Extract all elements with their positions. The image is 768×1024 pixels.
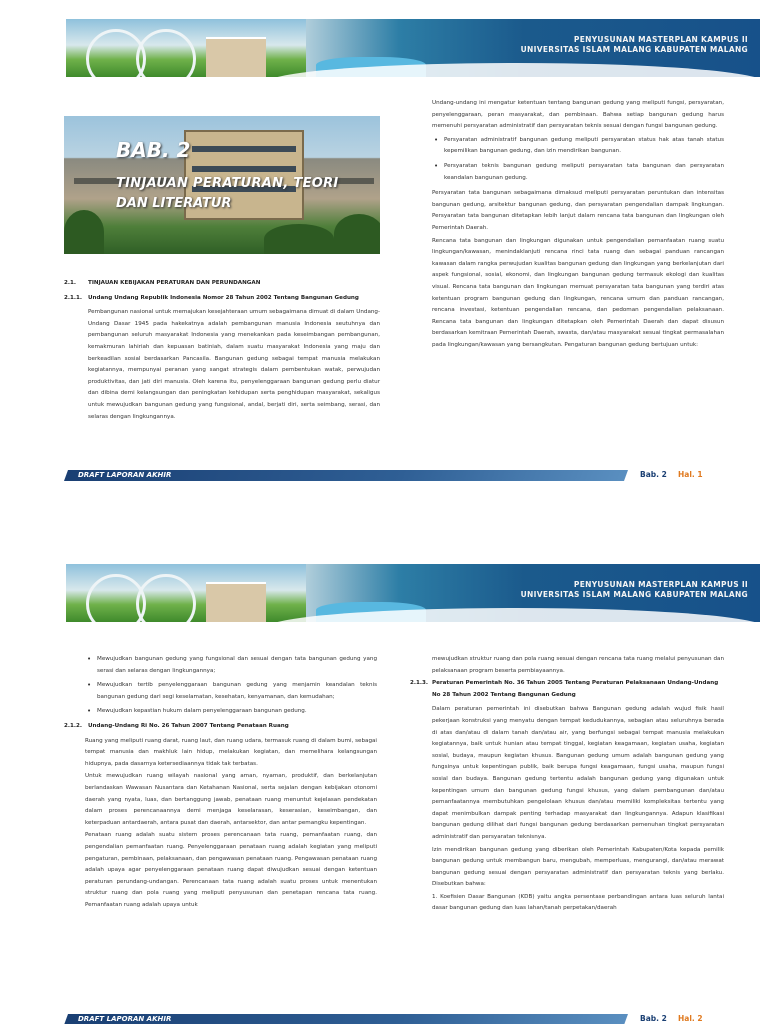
paragraph: Rencana tata bangunan dan lingkungan digunakan untuk pengendalian pemanfaatan ruang suatu lingkungan/kawasan, menindaklanjuti rencana rinci tata ruang dan sebagai panduan rancangan kawasan dalam rangka perwujudan kualitas bangunan gedung dan lingkungan yang berkelanjutan dari aspek fungsional, sosial, ekonomi, dan lingkungan bangunan gedung termasuk ekologi dan kualitas visual. Rencana tata bangunan dan lingkungan memuat persyaratan tata bangunan yang terdiri atas ketentuan program bangunan gedung dan lingkungan, rencana umum dan panduan rancangan, rencana investasi, ketentuan pengendalian rencana, dan pedoman pengendalian pelaksanaan. Rencana tata bangunan dan lingkungan ditetapkan oleh Pemerintah Daerah dan dapat disusun berdasarkan kemitraan Pemerintah Daerah, swasta, dan/atau masyarakat sesuai tingkat permasalahan pada lingkungan/kawasan yang bersangkutan. Pengaturan bangunan gedung bertujuan untuk:	[432, 237, 724, 348]
paragraph: Dalam peraturan pemerintah ini disebutkan bahwa Bangunan gedung adalah wujud fisik hasil pekerjaan konstruksi yang menyatu dengan tempat kedudukannya, sebagian atau seluruhnya berada di atas dan/atau di dalam tanah dan/atau air, yang berfungsi sebagai tempat manusia melakukan kegiatannya, baik untuk hunian atau tempat tinggal, kegiatan keagamaan, kegiatan usaha, kegiatan sosial, budaya, maupun kegiatan khusus. Bangunan gedung umum adalah bangunan gedung yang fungsinya untuk kepentingan publik, baik berupa fungsi keagamaan, fungsi usaha, maupun fungsi sosial dan budaya. Bangunan gedung tertentu adalah bangunan gedung yang digunakan untuk kepentingan umum dan bangunan gedung fungsi khusus, yang dalam pembangunan dan/atau pemanfaatannya membutuhkan pengelolaan khusus dan/atau memiliki kompleksitas tertentu yang dapat menimbulkan dampak penting terhadap masyarakat dan lingkungannya. Adapun klasifikasi bangunan gedung dilihat dari fungsi bangunan gedung berdasarkan pemenuhan tingkat persyaratan administratif dan persyaratan teknisnya.	[432, 706, 724, 840]
banner-title-line1: PENYUSUNAN MASTERPLAN KAMPUS II	[573, 580, 748, 589]
subsection-title: Undang Undang Republik Indonesia Nomor 28 Tahun 2002 Tentang Bangunan Gedung	[88, 294, 359, 301]
footer-page-number: Hal. 1	[678, 470, 703, 479]
subsection-heading	[64, 293, 380, 305]
chapter-title-line1: TINJAUAN PERATURAN, TEORI	[116, 176, 339, 191]
paragraph: Penataan ruang adalah suatu sistem proses perencanaan tata ruang, pemanfaatan ruang, dan pengendalian pemanfaatan ruang. Penyelenggaraan penataan ruang adalah kegiatan yang meliputi pengaturan, pembinaan, pelaksanaan, dan pengawasan penataan ruang. Pengawasan penataan ruang adalah upaya agar penyelenggaraan penataan ruang dapat diwujudkan sesuai dengan ketentuan peraturan perundang-undangan. Perencanaan tata ruang adalah suatu proses untuk menentukan struktur ruang dan pola ruang yang meliputi penyusunan dan penetapan rencana tata ruang. Pemanfaatan ruang adalah upaya untuk	[85, 832, 377, 908]
subsection-heading	[410, 678, 724, 701]
header-banner	[66, 19, 760, 77]
list-item: • Mewujudkan tertib penyelenggaraan bangunan gedung yang menjamin keandalan teknis bangunan gedung dari segi keselamatan, kesehatan, kenyamanan, dan kemudahan;	[85, 680, 377, 703]
subsection-heading	[64, 721, 377, 733]
page2-left-column	[64, 654, 377, 912]
footer-label: DRAFT LAPORAN AKHIR	[78, 1015, 172, 1023]
page2-right-column	[410, 654, 724, 918]
footer-chapter: Bab. 2	[640, 1014, 667, 1023]
chapter-cover-photo	[64, 116, 380, 254]
section-title: TINJAUAN KEBIJAKAN PERATURAN DAN PERUNDANGAN	[88, 280, 261, 286]
subsection-number: 2.1.1.	[64, 294, 83, 301]
page-footer	[66, 1014, 760, 1024]
paragraph: mewujudkan struktur ruang dan pola ruang sesuai dengan rencana tata ruang melalui penyusunan dan pelaksanaan program beserta pembiayaannya.	[432, 656, 724, 674]
section-number: 2.1.	[64, 280, 77, 286]
subsection-number: 2.1.3.	[410, 680, 429, 687]
tree-graphic	[64, 210, 104, 254]
list-item: • Persyaratan teknis bangunan gedung meliputi persyaratan tata bangunan dan persyaratan keandalan bangunan gedung.	[432, 161, 724, 184]
footer-label: DRAFT LAPORAN AKHIR	[78, 471, 172, 479]
list-item: 1. Koefisien Dasar Bangunan (KDB) yaitu angka persentase perbandingan antara luas seluruh lantai dasar bangunan gedung dan luas lahan/tanah perpetakan/daerah	[432, 893, 724, 912]
page1-right-column	[432, 98, 724, 352]
subsection-number: 2.1.2.	[64, 722, 83, 729]
page1-left-column	[64, 277, 380, 424]
bullet-list	[85, 654, 377, 718]
paragraph: Izin mendirikan bangunan gedung yang diberikan oleh Pemerintah Kabupaten/Kota kepada pemilik bangunan gedung untuk membangun baru, mengubah, memperluas, mengurangi, dan/atau merawat bangunan gedung sesuai dengan persyaratan administratif dan persyaratan teknis yang berlaku. Disebutkan bahwa:	[432, 846, 724, 888]
banner-title-line2: UNIVERSITAS ISLAM MALANG KABUPATEN MALANG	[520, 590, 748, 599]
numbered-list	[410, 892, 724, 915]
subsection-title: Peraturan Pemerintah No. 36 Tahun 2005 Tentang Peraturan Pelaksanaan Undang-Undang No 28 Tahun 2002 Tentang Bangunan Gedung	[432, 680, 719, 698]
building-window-row	[192, 146, 296, 152]
footer-page-number: Hal. 2	[678, 1014, 703, 1023]
list-item: • Persyaratan administratif bangunan gedung meliputi persyaratan status hak atas tanah status kepemilikan bangunan gedung, dan izin mendirikan bangunan.	[432, 135, 724, 158]
tree-graphic	[334, 214, 380, 254]
banner-building-graphic	[206, 37, 266, 77]
chapter-number: BAB. 2	[116, 138, 191, 162]
tree-graphic	[264, 224, 334, 254]
document-page-2	[0, 512, 768, 1024]
header-banner	[66, 564, 760, 622]
subsection-title: Undang-Undang Ri No. 26 Tahun 2007 Tentang Penataan Ruang	[88, 722, 289, 729]
paragraph: Ruang yang meliputi ruang darat, ruang laut, dan ruang udara, termasuk ruang di dalam bumi, sebagai tempat manusia dan makhluk lain hidup, melakukan kegiatan, dan memelihara kelangsungan hidupnya, pada dasarnya ketersediaannya tidak tak terbatas.	[85, 737, 377, 767]
building-window-row	[192, 166, 296, 172]
chapter-title-line2: DAN LITERATUR	[116, 196, 232, 211]
list-item: • Mewujudkan kepastian hukum dalam penyelenggaraan bangunan gedung.	[85, 706, 377, 718]
paragraph: Undang-undang ini mengatur ketentuan tentang bangunan gedung yang meliputi fungsi, persyaratan, penyelenggaraan, peran masyarakat, dan pembinaan. Bahwa setiap bangunan gedung harus memenuhi persyaratan administratif dan persyaratan teknis sesuai dengan fungsi bangunan gedung.	[432, 100, 724, 130]
banner-title-line2: UNIVERSITAS ISLAM MALANG KABUPATEN MALANG	[520, 45, 748, 54]
bullet-list	[432, 135, 724, 184]
section-heading	[64, 278, 380, 290]
paragraph: Persyaratan tata bangunan sebagaimana dimaksud meliputi persyaratan peruntukan dan intensitas bangunan gedung, arsitektur bangunan gedung, dan persyaratan pengendalian dampak lingkungan. Persyaratan tata bangunan ditetapkan lebih lanjut dalam rencana tata bangunan dan lingkungan oleh Pemerintah Daerah.	[432, 190, 724, 231]
banner-building-graphic	[206, 582, 266, 622]
page-footer	[66, 470, 760, 484]
list-item: • Mewujudkan bangunan gedung yang fungsional dan sesuai dengan tata bangunan gedung yang serasi dan selaras dengan lingkungannya;	[85, 654, 377, 677]
paragraph: Untuk mewujudkan ruang wilayah nasional yang aman, nyaman, produktif, dan berkelanjutan berlandaskan Wawasan Nusantara dan Ketahanan Nasional, serta sejalan dengan kebijakan otonomi daerah yang nyata, luas, dan bertanggung jawab, penataan ruang menuntut kejelasan pendekatan dalam proses perencanaannya demi menjaga keselarasan, keserasian, keseimbangan, dan keterpaduan antardaerah, antara pusat dan daerah, antarsektor, dan antar pemangku kepentingan.	[85, 773, 377, 826]
paragraph: Pembangunan nasional untuk memajukan kesejahteraan umum sebagaimana dimuat di dalam Undang-Undang Dasar 1945 pada hakekatnya adalah pembangunan manusia Indonesia seutuhnya dan pembangunan seluruh masyarakat Indonesia yang menekankan pada keseimbangan pembangunan, kemakmuran lahiriah dan kepuasan batiniah, dalam suatu masyarakat Indonesia yang maju dan berkeadilan sosial berdasarkan Pancasila. Bangunan gedung sebagai tempat manusia melakukan kegiatannya, mempunyai peranan yang sangat strategis dalam pembentukan watak, perwujudan produktivitas, dan jati diri manusia. Oleh karena itu, penyelenggaraan bangunan gedung perlu diatur dan dibina demi kelangsungan dan peningkatan kehidupan serta penghidupan masyarakat, sekaligus untuk mewujudkan bangunan gedung yang fungsional, andal, berjati diri, serta seimbang, serasi, dan selaras dengan lingkungannya.	[88, 309, 380, 420]
footer-chapter: Bab. 2	[640, 470, 667, 479]
banner-title-line1: PENYUSUNAN MASTERPLAN KAMPUS II	[573, 35, 748, 44]
